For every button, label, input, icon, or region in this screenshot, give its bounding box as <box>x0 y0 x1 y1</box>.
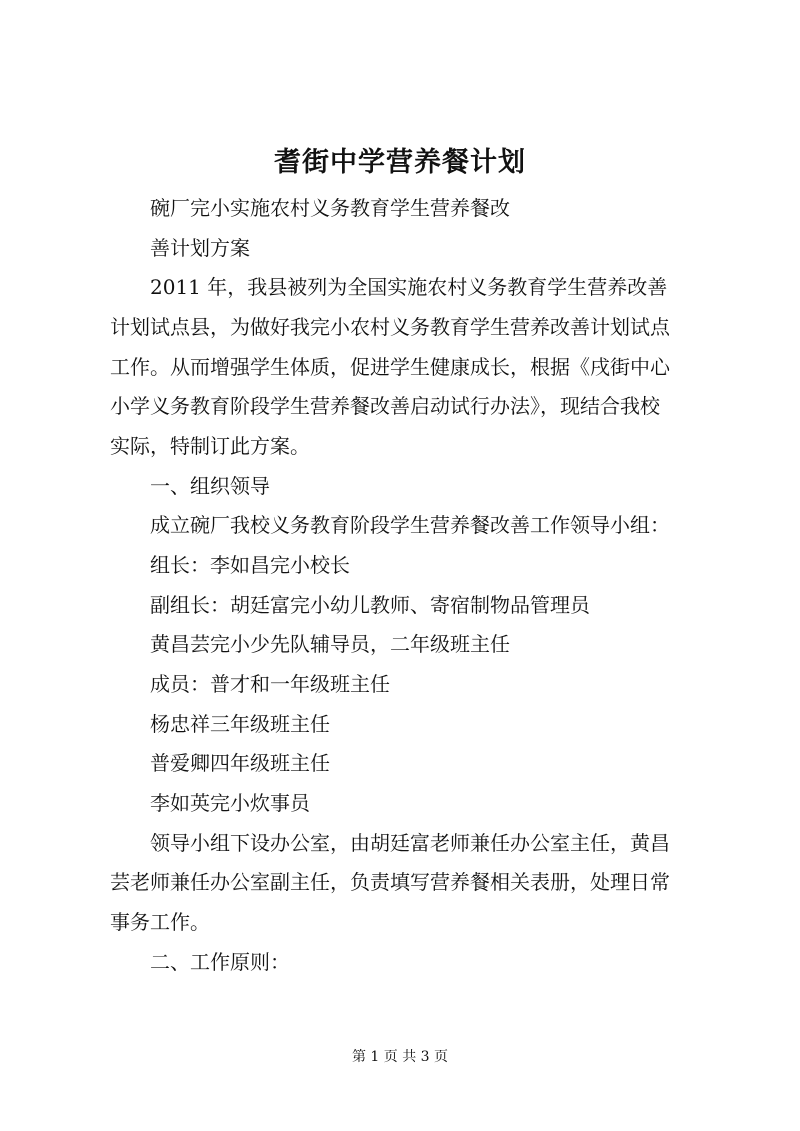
paragraph-line: 副组长：胡廷富完小幼儿教师、寄宿制物品管理员 <box>150 593 590 617</box>
paragraph-line: 计划试点县，为做好我完小农村义务教育学生营养改善计划试点 <box>110 315 670 339</box>
paragraph-line: 小学义务教育阶段学生营养餐改善启动试行办法》，现结合我校 <box>110 394 660 418</box>
paragraph-line: 事务工作。 <box>110 910 210 934</box>
paragraph-line: 黄昌芸完小少先队辅导员，二年级班主任 <box>150 632 510 656</box>
page-footer: 第 1 页 共 3 页 <box>351 1049 449 1065</box>
paragraph-line: 芸老师兼任办公室副主任，负责填写营养餐相关表册，处理日常 <box>110 870 670 894</box>
paragraph-line: 组长：李如昌完小校长 <box>150 553 350 577</box>
paragraph-line: 普爱卿四年级班主任 <box>150 751 330 775</box>
paragraph-line: 实际，特制订此方案。 <box>110 434 310 458</box>
paragraph-line: 领导小组下设办公室，由胡廷富老师兼任办公室主任，黄昌 <box>150 831 670 855</box>
paragraph-line: 善计划方案 <box>150 236 250 260</box>
paragraph-line: 碗厂完小实施农村义务教育学生营养餐改 <box>150 196 510 220</box>
document-title: 耆街中学营养餐计划 <box>274 147 526 178</box>
paragraph-line: 李如英完小炊事员 <box>150 791 310 815</box>
paragraph-line: 2011 年，我县被列为全国实施农村义务教育学生营养改善 <box>150 275 668 299</box>
paragraph-line: 成员：普才和一年级班主任 <box>150 672 390 696</box>
paragraph-line: 杨忠祥三年级班主任 <box>150 712 330 736</box>
section-heading: 一、组织领导 <box>150 474 270 498</box>
section-heading: 二、工作原则： <box>150 950 290 974</box>
paragraph-line: 成立碗厂我校义务教育阶段学生营养餐改善工作领导小组： <box>150 513 670 537</box>
paragraph-line: 工作。从而增强学生体质，促进学生健康成长，根据《戌街中心 <box>110 355 670 379</box>
